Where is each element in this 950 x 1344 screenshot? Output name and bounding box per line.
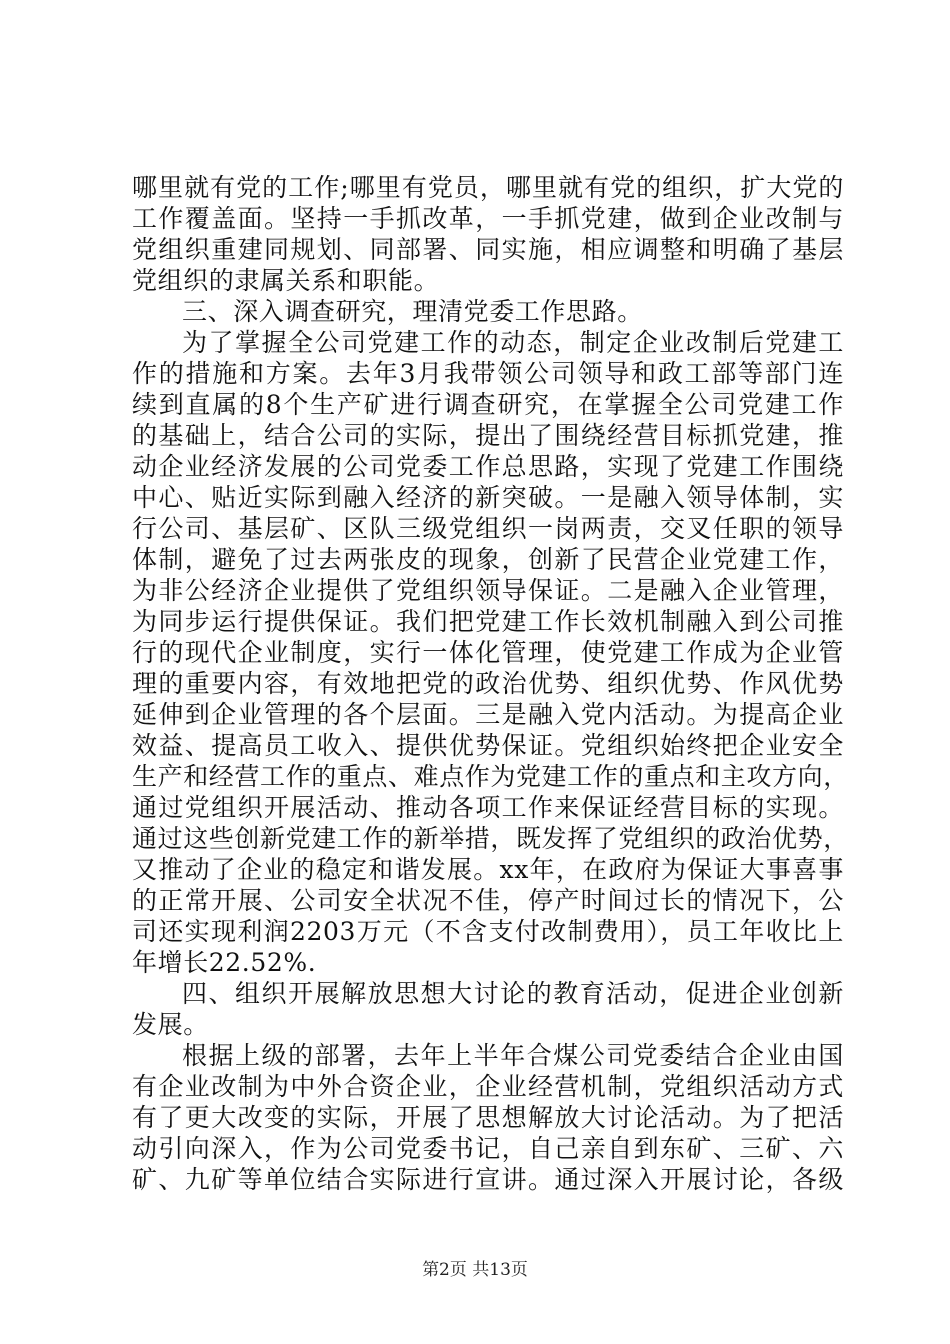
text-line: 中心、贴近实际到融入经济的新突破。一是融入领导体制，实 xyxy=(132,483,844,512)
text-line: 行的现代企业制度，实行一体化管理，使党建工作成为企业管 xyxy=(132,638,844,667)
text-line: 三、深入调查研究，理清党委工作思路。 xyxy=(182,297,643,326)
text-line: 体制，避免了过去两张皮的现象，创新了民营企业党建工作， xyxy=(132,545,844,574)
text-line: 为了掌握全公司党建工作的动态，制定企业改制后党建工 xyxy=(182,328,844,357)
text-line: 年增长22.52%. xyxy=(132,948,317,977)
text-line: 又推动了企业的稳定和谐发展。xx年，在政府为保证大事喜事 xyxy=(132,855,844,884)
text-line: 续到直属的8个生产矿进行调查研究，在掌握全公司党建工作 xyxy=(132,390,844,419)
text-line: 作的措施和方案。去年3月我带领公司领导和政工部等部门连 xyxy=(132,359,844,388)
text-line: 理的重要内容，有效地把党的政治优势、组织优势、作风优势 xyxy=(132,669,844,698)
text-line: 效益、提高员工收入、提供优势保证。党组织始终把企业安全 xyxy=(132,731,844,760)
text-line: 生产和经营工作的重点、难点作为党建工作的重点和主攻方向， xyxy=(132,762,849,791)
text-line: 有企业改制为中外合资企业，企业经营机制，党组织活动方式 xyxy=(132,1072,844,1101)
text-line: 的正常开展、公司安全状况不佳，停产时间过长的情况下，公 xyxy=(132,886,844,915)
text-line: 通过这些创新党建工作的新举措，既发挥了党组织的政治优势， xyxy=(132,824,849,853)
text-line: 哪里就有党的工作;哪里有党员，哪里就有党的组织，扩大党的 xyxy=(132,173,844,202)
page-footer: 第2页 共13页 xyxy=(422,1260,528,1280)
text-line: 为非公经济企业提供了党组织领导保证。二是融入企业管理， xyxy=(132,576,844,605)
text-line: 为同步运行提供保证。我们把党建工作长效机制融入到公司推 xyxy=(132,607,844,636)
text-line: 通过党组织开展活动、推动各项工作来保证经营目标的实现。 xyxy=(132,793,844,822)
text-line: 动引向深入，作为公司党委书记，自己亲自到东矿、三矿、六 xyxy=(132,1134,844,1163)
document-body xyxy=(132,172,849,1195)
text-line: 的基础上，结合公司的实际，提出了围绕经营目标抓党建，推 xyxy=(132,421,844,450)
text-line: 党组织的隶属关系和职能。 xyxy=(132,266,440,295)
text-line: 司还实现利润2203万元（不含支付改制费用），员工年收比上 xyxy=(132,917,844,946)
text-line: 四、组织开展解放思想大讨论的教育活动，促进企业创新 xyxy=(182,979,844,1008)
text-line: 根据上级的部署，去年上半年合煤公司党委结合企业由国 xyxy=(182,1041,844,1070)
text-line: 工作覆盖面。坚持一手抓改革，一手抓党建，做到企业改制与 xyxy=(132,204,844,233)
text-line: 有了更大改变的实际，开展了思想解放大讨论活动。为了把活 xyxy=(132,1103,844,1132)
text-line: 党组织重建同规划、同部署、同实施，相应调整和明确了基层 xyxy=(132,235,844,264)
text-line: 延伸到企业管理的各个层面。三是融入党内活动。为提高企业 xyxy=(132,700,844,729)
text-line: 发展。 xyxy=(132,1010,209,1039)
text-line: 动企业经济发展的公司党委工作总思路，实现了党建工作围绕 xyxy=(132,452,844,481)
text-line: 行公司、基层矿、区队三级党组织一岗两责，交叉任职的领导 xyxy=(132,514,844,543)
text-line: 矿、九矿等单位结合实际进行宣讲。通过深入开展讨论，各级 xyxy=(132,1165,844,1194)
